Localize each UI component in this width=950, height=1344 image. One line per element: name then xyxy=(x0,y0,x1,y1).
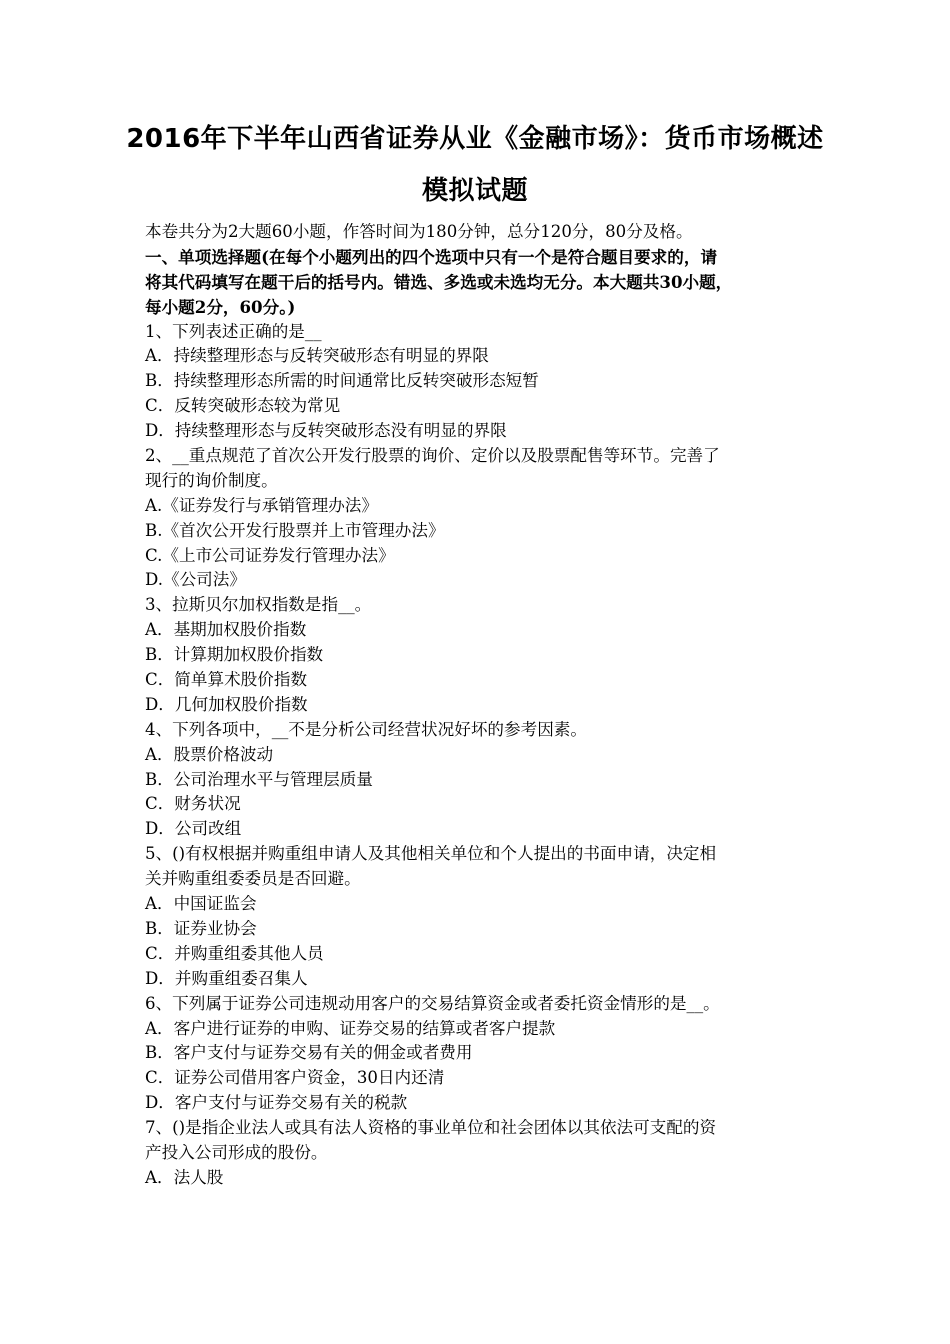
question-option: C．并购重组委其他人员 xyxy=(145,943,324,963)
question-stem: 7、()是指企业法人或具有法人资格的事业单位和社会团体以其依法可支配的资 xyxy=(145,1118,717,1138)
document-title-line2: 模拟试题 xyxy=(421,176,528,206)
question-2 xyxy=(145,444,813,593)
question-option: A．法人股 xyxy=(145,1167,224,1187)
question-option: C．证券公司借用客户资金，30日内还清 xyxy=(145,1068,445,1088)
question-option: B．证券业协会 xyxy=(145,918,257,938)
question-stem: 2、__重点规范了首次公开发行股票的询价、定价以及股票配售等环节。完善了 xyxy=(145,446,720,466)
question-option: C.《上市公司证券发行管理办法》 xyxy=(145,545,395,565)
question-stem: 关并购重组委委员是否回避。 xyxy=(145,869,361,889)
question-stem: 产投入公司形成的股份。 xyxy=(145,1142,328,1162)
question-option: B．计算期加权股价指数 xyxy=(145,645,324,665)
question-option: D．几何加权股价指数 xyxy=(145,694,308,714)
section-heading-line: 一、单项选择题(在每个小题列出的四个选项中只有一个是符合题目要求的，请 xyxy=(145,246,718,267)
question-option: D．客户支付与证券交易有关的税款 xyxy=(145,1093,408,1113)
question-stem: 5、()有权根据并购重组申请人及其他相关单位和个人提出的书面申请，决定相 xyxy=(145,844,717,864)
question-stem: 6、下列属于证券公司违规动用客户的交易结算资金或者委托资金情形的是__。 xyxy=(145,993,720,1013)
question-option: B.《首次公开发行股票并上市管理办法》 xyxy=(145,520,445,540)
question-7 xyxy=(145,1116,813,1191)
section-heading-line: 将其代码填写在题干后的括号内。错选、多选或未选均无分。本大题共30小题， xyxy=(145,271,733,292)
intro-text: 本卷共分为2大题60小题，作答时间为180分钟，总分120分，80分及格。 xyxy=(145,222,693,241)
question-4 xyxy=(145,718,813,842)
question-option: C．财务状况 xyxy=(145,794,241,814)
question-option: D．并购重组委召集人 xyxy=(145,968,308,988)
question-option: C．简单算术股价指数 xyxy=(145,670,308,690)
question-6 xyxy=(145,992,813,1116)
question-option: B．公司治理水平与管理层质量 xyxy=(145,769,373,789)
question-option: A．股票价格波动 xyxy=(145,744,274,764)
question-option: D．持续整理形态与反转突破形态没有明显的界限 xyxy=(145,421,507,441)
question-stem: 4、下列各项中，__不是分析公司经营状况好坏的参考因素。 xyxy=(145,719,587,739)
question-option: B．客户支付与证券交易有关的佣金或者费用 xyxy=(145,1043,473,1063)
question-stem: 1、下列表述正确的是__ xyxy=(145,321,322,341)
question-5 xyxy=(145,842,813,991)
section-heading xyxy=(145,245,813,320)
question-option: A．中国证监会 xyxy=(145,894,257,914)
question-1 xyxy=(145,320,813,444)
document-body xyxy=(145,220,813,1191)
question-option: A.《证券发行与承销管理办法》 xyxy=(145,495,378,515)
section-heading-line: 每小题2分，60分。) xyxy=(145,296,296,317)
question-stem: 现行的询价制度。 xyxy=(145,470,278,490)
question-option: C．反转突破形态较为常见 xyxy=(145,396,341,416)
question-option: A．客户进行证券的申购、证券交易的结算或者客户提款 xyxy=(145,1018,556,1038)
question-option: A．基期加权股价指数 xyxy=(145,620,307,640)
question-stem: 3、拉斯贝尔加权指数是指__。 xyxy=(145,595,372,615)
document-title-line1: 2016年下半年山西省证券从业《金融市场》：货币市场概述 xyxy=(126,124,824,154)
question-option: B．持续整理形态所需的时间通常比反转突破形态短暂 xyxy=(145,371,539,391)
question-option: D.《公司法》 xyxy=(145,570,246,590)
question-option: A．持续整理形态与反转突破形态有明显的界限 xyxy=(145,346,489,366)
question-option: D．公司改组 xyxy=(145,819,242,839)
question-3 xyxy=(145,593,813,717)
